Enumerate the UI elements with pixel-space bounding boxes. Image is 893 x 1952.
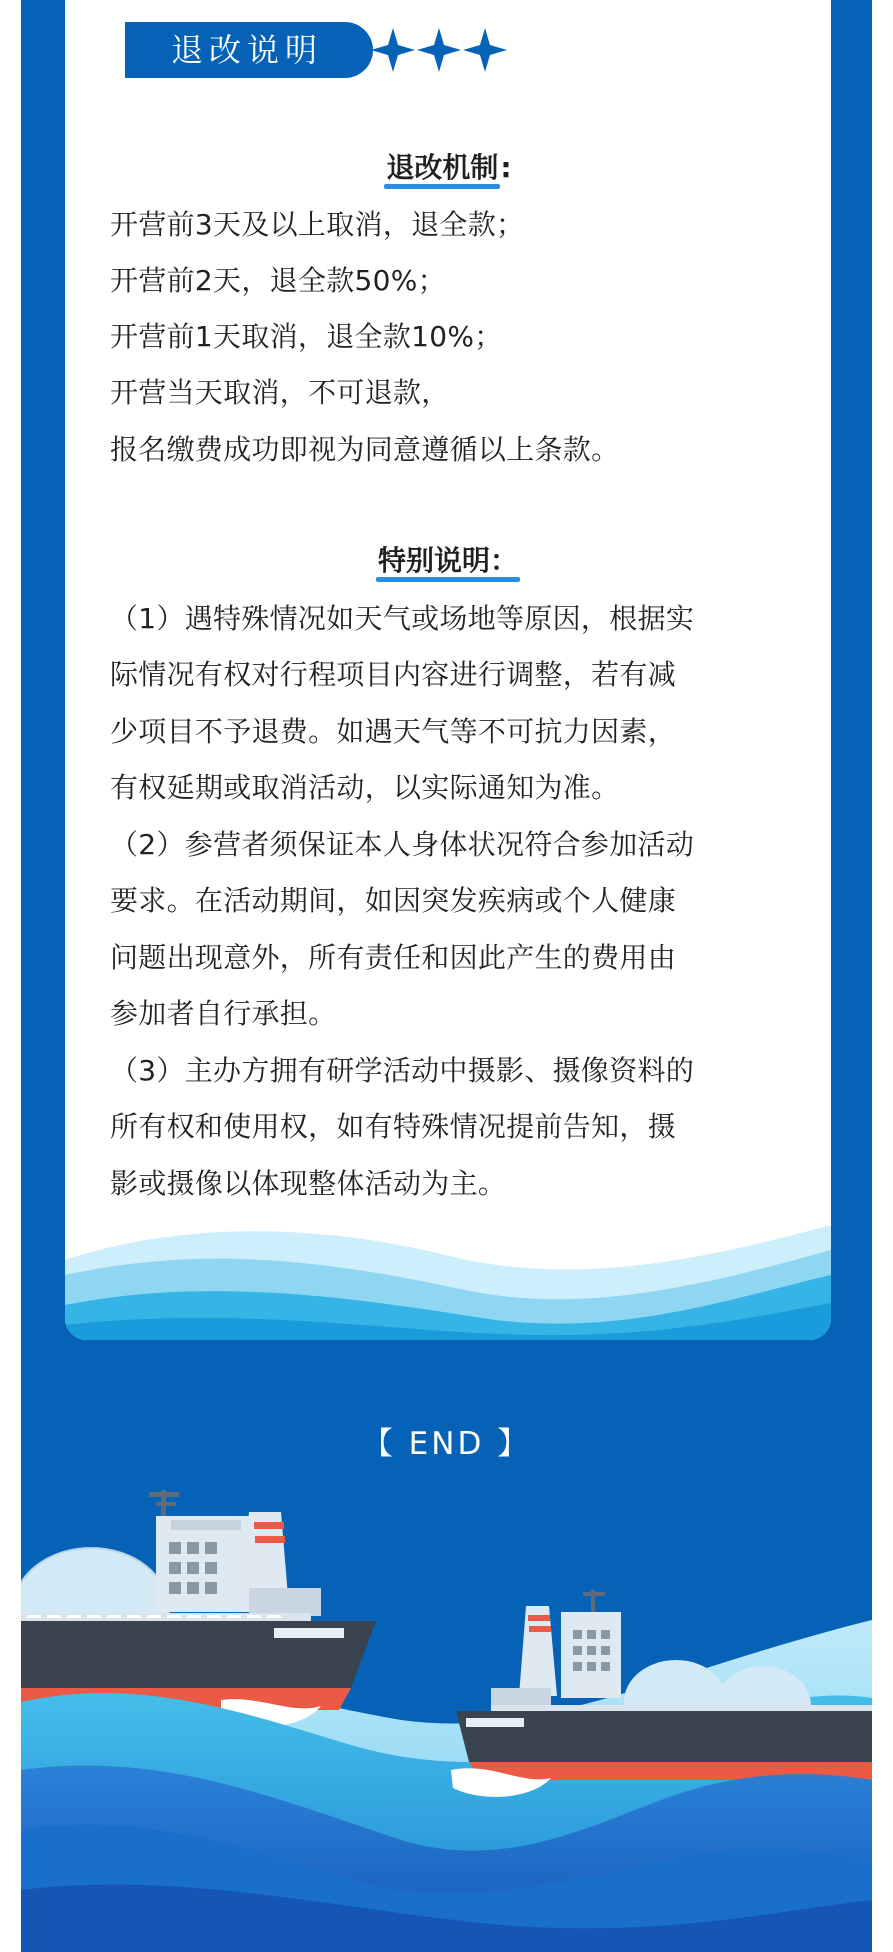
special-line: 所有权和使用权，如有特殊情况提前告知，摄: [110, 1110, 677, 1143]
refund-title-text: 退改机制: [384, 146, 500, 186]
special-line: 际情况有权对行程项目内容进行调整，若有减: [110, 658, 677, 691]
header-title: 退改说明: [171, 31, 324, 69]
large-ship: [21, 1490, 376, 1727]
card-wave-decoration: [65, 1205, 831, 1340]
end-label: 【 END 】: [361, 1426, 532, 1462]
special-line: 要求。在活动期间，如因突发疾病或个人健康: [110, 884, 677, 917]
special-line: 影或摄像以体现整体活动为主。: [110, 1167, 507, 1200]
ships-on-waves-illustration: [21, 1470, 872, 1952]
special-line: （2）参营者须保证本人身体状况符合参加活动: [110, 828, 695, 861]
special-line: 参加者自行承担。: [110, 997, 337, 1030]
page-frame: [21, 0, 872, 1952]
refund-line: 报名缴费成功即视为同意遵循以上条款。: [110, 433, 620, 466]
special-section-title: [65, 539, 831, 579]
section-header-tag: [125, 22, 373, 78]
special-title-text: 特别说明：: [376, 539, 520, 579]
special-line: （1）遇特殊情况如天气或场地等原因，根据实: [110, 602, 695, 635]
refund-line: 开营前2天，退全款50%；: [110, 264, 446, 297]
refund-title-colon: :: [500, 151, 512, 184]
refund-line: 开营前3天及以上取消，退全款；: [110, 208, 525, 241]
special-line: 问题出现意外，所有责任和因此产生的费用由: [110, 941, 677, 974]
sparkle-stars-icon: [371, 24, 511, 76]
content-card: [65, 0, 831, 1340]
refund-line: 开营前1天取消，退全款10%；: [110, 320, 503, 353]
refund-line: 开营当天取消，不可退款，: [110, 376, 450, 409]
special-line: （3）主办方拥有研学活动中摄影、摄像资料的: [110, 1054, 695, 1087]
special-line: 有权延期或取消活动，以实际通知为准。: [110, 771, 620, 804]
refund-section-title: [65, 146, 831, 186]
special-line: 少项目不予退费。如遇天气等不可抗力因素，: [110, 715, 677, 748]
